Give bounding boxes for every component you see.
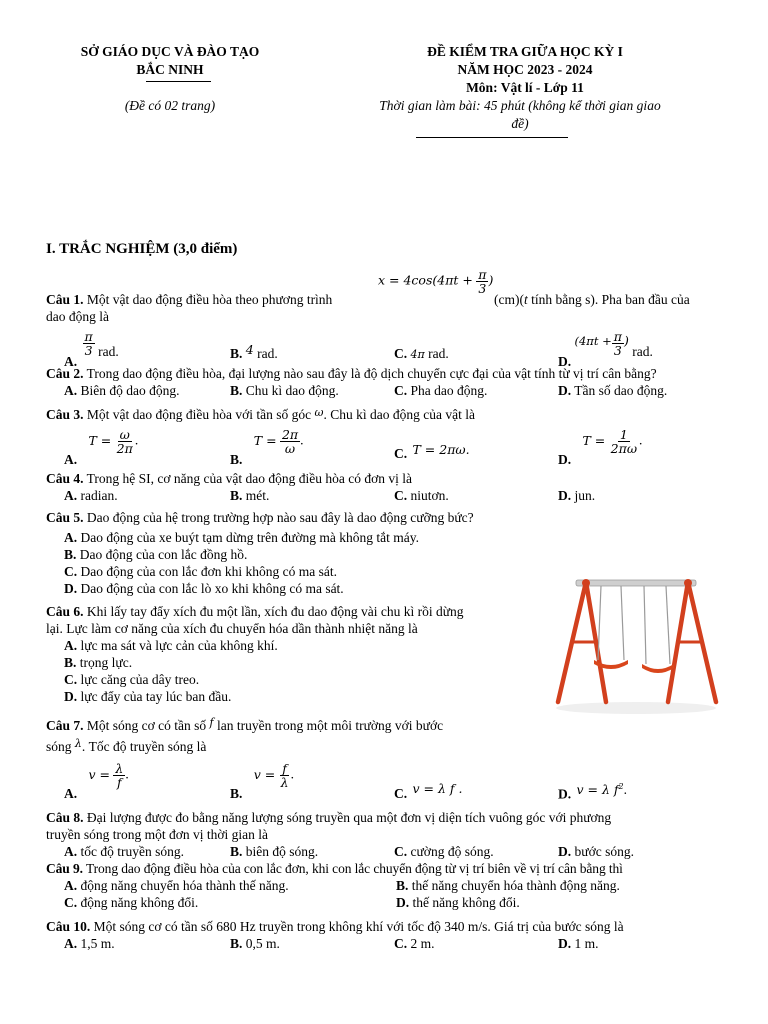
time-line-1: Thời gian làm bài: 45 phút (không kể thời gian giao [379, 98, 661, 113]
q10-option-d[interactable]: D. 1 m. [558, 936, 599, 951]
swing-illustration [546, 572, 722, 718]
q9-option-c[interactable]: C. động năng không đổi. [64, 895, 199, 910]
q6-option-d[interactable]: D. lực đẩy của tay lúc ban đầu. [64, 689, 232, 704]
q7-stem-line1: Câu 7. Một sóng cơ có tần số $^f$ lan truyền trong một môi trường với bước [46, 716, 444, 733]
q5-option-c[interactable]: C. Dao động của con lắc đơn khi không có ma sát. [64, 564, 337, 579]
q8-stem-line1: Câu 8. Đại lượng được đo bằng năng lượng sóng truyền qua một đơn vị diện tích vuông góc với phương [46, 810, 612, 825]
q9-stem: Câu 9. Trong dao động điều hòa của con lắc đơn, khi con lắc chuyển động từ vị trí biên về vị trí cân bằng thì [46, 861, 623, 876]
q3-option-a[interactable]: A. T = $\frac{\omega}{2\pi}$ . [64, 427, 139, 467]
q9-option-d[interactable]: D. thế năng không đổi. [396, 895, 520, 910]
q6-option-c[interactable]: C. lực căng của dây treo. [64, 672, 200, 687]
q10-option-c[interactable]: C. 2 m. [394, 936, 435, 951]
q6-option-a[interactable]: A. lực ma sát và lực cản của không khí. [64, 638, 278, 653]
q2-option-c[interactable]: C. Pha dao động. [394, 383, 488, 398]
header-underline-left [146, 81, 211, 82]
q4-option-a[interactable]: A. radian. [64, 488, 118, 503]
q8-option-c[interactable]: C. cường độ sóng. [394, 844, 494, 859]
q1-option-d[interactable]: D. (4πt + $\frac{\pi}{3}$ ) rad. [558, 329, 653, 369]
q1-stem: Câu 1. Một vật dao động điều hòa theo phương trình [46, 292, 333, 307]
q5-option-d[interactable]: D. Dao động của con lắc lò xo khi không có ma sát. [64, 581, 344, 596]
q2-option-b[interactable]: B. Chu kì dao động. [230, 383, 339, 398]
q5-stem: Câu 5. Dao động của hệ trong trường hợp nào sau đây là dao động cưỡng bức? [46, 510, 474, 525]
q8-stem-line2: truyền sóng trong một đơn vị thời gian là [46, 827, 269, 842]
exam-title: ĐỀ KIỂM TRA GIỮA HỌC KỲ I [427, 44, 623, 59]
q8-option-a[interactable]: A. tốc độ truyền sóng. [64, 844, 184, 859]
q1-stem-tail: (cm)(t tính bằng s). Pha ban đầu của [494, 292, 690, 307]
header-underline-right [416, 137, 568, 138]
q10-option-b[interactable]: B. 0,5 m. [230, 936, 280, 951]
department-name: SỞ GIÁO DỤC VÀ ĐÀO TẠO [80, 44, 260, 59]
q6-option-b[interactable]: B. trọng lực. [64, 655, 133, 670]
q5-option-a[interactable]: A. Dao động của xe buýt tạm dừng trên đường mà không tắt máy. [64, 530, 419, 545]
q1-option-b[interactable]: B. 4 rad. [230, 342, 278, 361]
q2-stem: Câu 2. Trong dao động điều hòa, đại lượng nào sau đây là độ dịch chuyển cực đại của vật tính từ vị trí cân bằng? [46, 366, 657, 381]
q2-option-a[interactable]: A. Biên độ dao động. [64, 383, 180, 398]
q4-option-c[interactable]: C. niutơn. [394, 488, 449, 503]
school-year: NĂM HỌC 2023 - 2024 [457, 62, 593, 77]
subject: Môn: Vật lí - Lớp 11 [466, 80, 584, 95]
q10-option-a[interactable]: A. 1,5 m. [64, 936, 115, 951]
q4-option-b[interactable]: B. mét. [230, 488, 270, 503]
q7-option-d[interactable]: D. v = λ $f^2$. [558, 781, 627, 802]
q7-option-c[interactable]: C. v = λ f . [394, 781, 463, 801]
swing-top-bar [576, 580, 696, 586]
q4-stem: Câu 4. Trong hệ SI, cơ năng của vật dao động điều hòa có đơn vị là [46, 471, 412, 486]
q3-option-d[interactable]: D. T = $\frac{1}{2\pi\omega}$ . [558, 427, 643, 467]
q7-option-a[interactable]: A. v = $\frac{\lambda}{f}$ . [64, 761, 129, 801]
q10-stem: Câu 10. Một sóng cơ có tần số 680 Hz truyền trong không khí với tốc độ 340 m/s. Giá trị của bước sóng là [46, 919, 624, 934]
q1-equation: x = 4cos(4πt + $\frac{\pi}{3}$ ) [378, 267, 494, 296]
q8-option-d[interactable]: D. bước sóng. [558, 844, 634, 859]
q7-stem-line2: sóng $^\lambda$. Tốc độ truyền sóng là [46, 737, 207, 754]
province-name: BẮC NINH [136, 62, 204, 77]
q5-option-b[interactable]: B. Dao động của con lắc đồng hồ. [64, 547, 248, 562]
q7-option-b[interactable]: B. v = $\frac{f}{\lambda}$ . [230, 761, 294, 801]
q4-option-d[interactable]: D. jun. [558, 488, 596, 503]
q9-option-a[interactable]: A. động năng chuyển hóa thành thế năng. [64, 878, 289, 893]
q8-option-b[interactable]: B. biên độ sóng. [230, 844, 319, 859]
q6-stem-line1: Câu 6. Khi lấy tay đẩy xích đu một lần, xích đu dao động vài chu kì rồi dừng [46, 604, 464, 619]
q9-option-b[interactable]: B. thế năng chuyển hóa thành động năng. [396, 878, 620, 893]
pages-note: (Đề có 02 trang) [124, 98, 216, 113]
q6-stem-line2: lại. Lực làm cơ năng của xích đu chuyển hóa dần thành nhiệt năng là [46, 621, 418, 636]
q1-option-a[interactable]: A. $\frac{\pi}{3}$ rad. [64, 329, 119, 369]
q3-option-b[interactable]: B. T = $\frac{2\pi}{\omega}$ . [230, 427, 304, 467]
q3-stem: Câu 3. Một vật dao động điều hòa với tần số góc $^\omega$. Chu kì dao động của vật là [46, 406, 475, 422]
q1-stem-line2: dao động là [46, 309, 109, 324]
q3-option-c[interactable]: C. T = 2πω. [394, 442, 470, 461]
section-title: I. TRẮC NGHIỆM (3,0 điểm) [46, 241, 238, 257]
time-line-2: đề) [511, 116, 529, 131]
q1-option-c[interactable]: C. 4π rad. [394, 346, 449, 361]
q2-option-d[interactable]: D. Tần số dao động. [558, 383, 668, 398]
